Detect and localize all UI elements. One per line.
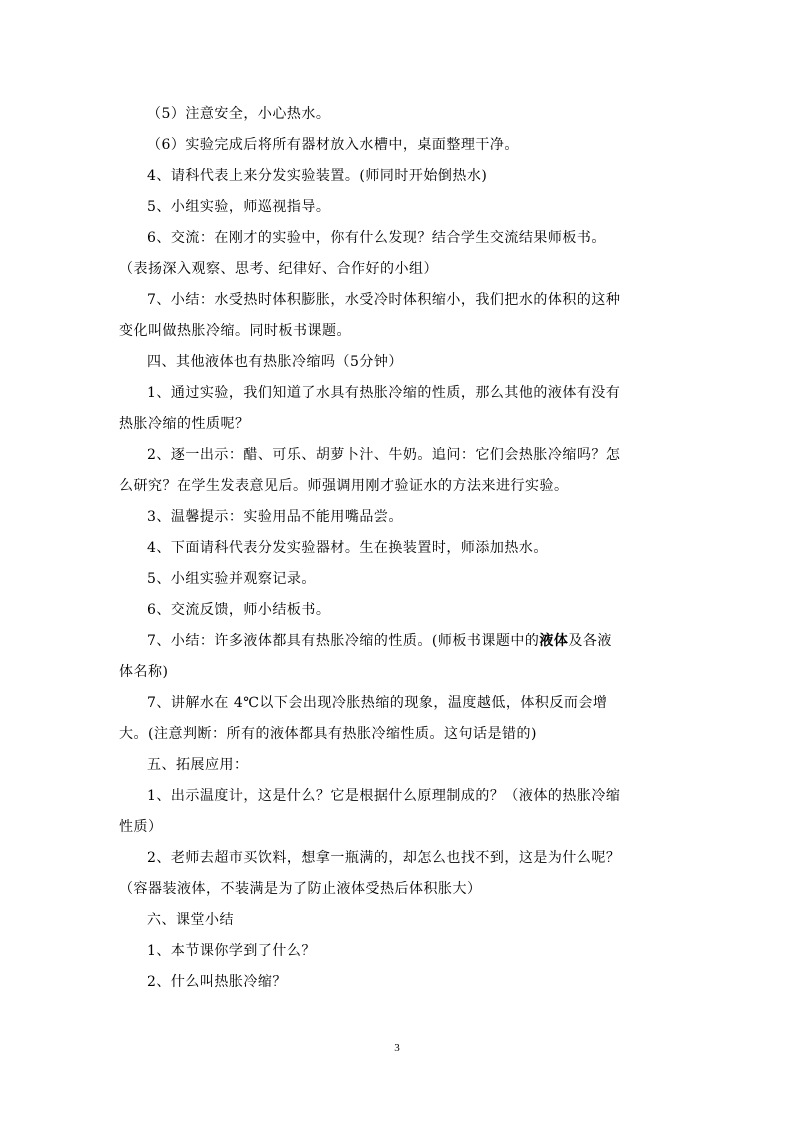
paragraph-line: （容器装液体，不装满是为了防止液体受热后体积胀大） [119, 881, 482, 897]
paragraph-line: 1、本节课你学到了什么？ [147, 943, 316, 959]
paragraph-line: 性质） [119, 819, 163, 835]
paragraph-line: 2、逐一出示：醋、可乐、胡萝卜汁、牛奶。追问：它们会热胀冷缩吗？怎 [147, 447, 621, 463]
document-body [119, 99, 675, 998]
paragraph-line: 5、小组实验，师巡视指导。 [147, 199, 331, 215]
paragraph-line: 4、下面请科代表分发实验器材。生在换装置时，师添加热水。 [147, 540, 548, 556]
paragraph-line: 4、请科代表上来分发实验装置。(师同时开始倒热水) [147, 168, 488, 184]
paragraph-line: （6）实验完成后将所有器材放入水槽中，桌面整理干净。 [147, 137, 519, 153]
section-heading: 四、其他液体也有热胀冷缩吗（5分钟） [147, 354, 403, 370]
line-text: 及各液 [568, 633, 612, 649]
paragraph-line: 1、出示温度计，这是什么？它是根据什么原理制成的？（液体的热胀冷缩 [147, 788, 621, 804]
paragraph-line: 5、小组实验并观察记录。 [147, 571, 316, 587]
line-text: 7、小结：许多液体都具有热胀冷缩的性质。(师板书课题中的 [147, 633, 540, 649]
paragraph-line: 变化叫做热胀冷缩。同时板书课题。 [119, 323, 351, 339]
paragraph-line: 6、交流：在刚才的实验中，你有什么发现？结合学生交流结果师板书。 [147, 230, 606, 246]
paragraph-line: 大。(注意判断：所有的液体都具有热胀冷缩性质。这句话是错的) [119, 726, 537, 742]
paragraph-line: 么研究？在学生发表意见后。师强调用刚才验证水的方法来进行实验。 [119, 478, 569, 494]
paragraph-line: 热胀冷缩的性质呢？ [119, 416, 250, 432]
section-heading: 六、课堂小结 [147, 912, 234, 928]
paragraph-line: 7、小结：水受热时体积膨胀，水受冷时体积缩小，我们把水的体积的这种 [147, 292, 621, 308]
paragraph-line: 2、老师去超市买饮料，想拿一瓶满的，却怎么也找不到，这是为什么呢？ [147, 850, 621, 866]
paragraph-line: 1、通过实验，我们知道了水具有热胀冷缩的性质，那么其他的液体有没有 [147, 385, 621, 401]
section-heading: 五、拓展应用： [147, 757, 249, 773]
paragraph-line: 7、讲解水在 4℃以下会出现冷胀热缩的现象，温度越低，体积反而会增 [147, 695, 608, 711]
paragraph-line: 3、温馨提示：实验用品不能用嘴品尝。 [147, 509, 403, 525]
paragraph-line: （表扬深入观察、思考、纪律好、合作好的小组） [119, 261, 438, 277]
paragraph-line: （5）注意安全，小心热水。 [147, 106, 331, 122]
paragraph-line: 6、交流反馈，师小结板书。 [147, 602, 331, 618]
paragraph-line: 2、什么叫热胀冷缩？ [147, 974, 287, 990]
bold-term: 液体 [539, 633, 569, 649]
paragraph-line: 体名称) [119, 664, 169, 680]
page-number: 3 [394, 1042, 400, 1054]
paragraph-line [119, 626, 675, 657]
